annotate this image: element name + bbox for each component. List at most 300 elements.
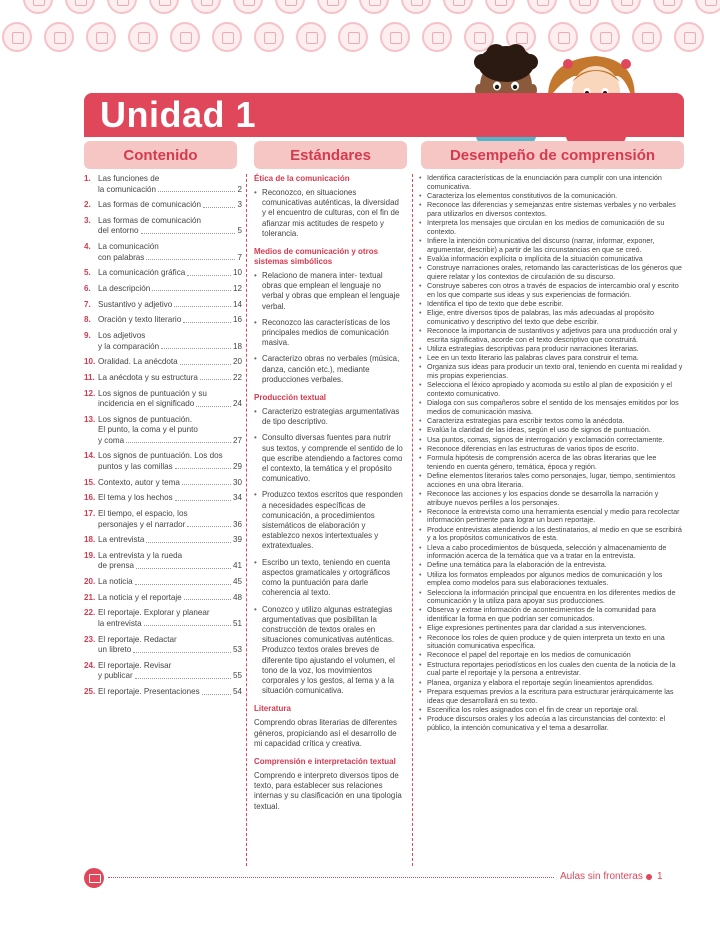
performance-item-text: Produce discursos orales y los adecúa a las circunstancias del contexto: el público, la intención comunicativa y el tema a desarrollar. bbox=[427, 714, 666, 732]
standards-list bbox=[254, 174, 404, 820]
contents-item-number: 21. bbox=[84, 592, 96, 602]
contents-item bbox=[84, 635, 242, 656]
leader-dots bbox=[174, 300, 231, 308]
bullet-icon: • bbox=[419, 524, 422, 534]
standards-item bbox=[254, 558, 404, 599]
performance-item bbox=[419, 679, 685, 688]
decorative-school-icon bbox=[653, 0, 683, 14]
leader-dots bbox=[141, 226, 236, 234]
performance-item bbox=[419, 363, 685, 380]
decorative-school-icon bbox=[170, 22, 200, 52]
decorative-school-icon bbox=[317, 0, 347, 14]
standards-item bbox=[254, 318, 404, 349]
contents-item-title: y coma bbox=[98, 435, 125, 445]
performance-item-text: Elige expresiones pertinentes para dar claridad a sus intervenciones. bbox=[427, 623, 647, 633]
contents-item-number: 13. bbox=[84, 414, 96, 424]
contents-item-number: 16. bbox=[84, 493, 96, 503]
performance-item bbox=[419, 454, 685, 471]
bullet-icon: • bbox=[419, 353, 422, 363]
bullet-icon: • bbox=[419, 200, 422, 210]
contents-item-page: 20 bbox=[232, 357, 242, 367]
bullet-icon: • bbox=[419, 280, 422, 290]
bullet-icon: • bbox=[419, 650, 422, 660]
contents-item-number: 6. bbox=[84, 283, 91, 293]
performance-item-text: Observa y extrae información de acontecimientos de la comunidad para identificar la forma en que podrían ser comunicados. bbox=[427, 605, 656, 624]
contents-item-page: 14 bbox=[232, 299, 242, 309]
decorative-school-icon bbox=[527, 0, 557, 14]
bullet-icon: • bbox=[419, 398, 422, 408]
contents-item-title: El reportaje. Redactar bbox=[98, 634, 177, 644]
bullet-icon: • bbox=[419, 235, 422, 245]
contents-item-page: 41 bbox=[232, 561, 242, 571]
bullet-icon: • bbox=[419, 362, 422, 372]
performance-item bbox=[419, 634, 685, 651]
leader-dots bbox=[175, 493, 231, 501]
performance-item-text: Escenifica los roles asignados con el fin de crear un reportaje oral. bbox=[427, 704, 639, 714]
performance-item bbox=[419, 715, 685, 732]
decorative-school-icon bbox=[191, 0, 221, 14]
contents-item bbox=[84, 216, 242, 237]
standards-item-text: Produzco textos escritos que responden a necesidades específicas de comunicación, a procedimientos sistemáticos de elaboración y establezco nexos intertextuales y extratextuales. bbox=[262, 490, 403, 551]
performance-item-text: Evalúa información explícita o implícita de la situación comunicativa bbox=[427, 253, 643, 263]
decorative-school-icon bbox=[380, 22, 410, 52]
bullet-icon: • bbox=[254, 490, 257, 500]
standards-section-heading: Literatura bbox=[254, 704, 291, 714]
leader-dots bbox=[200, 373, 231, 381]
performance-item bbox=[419, 472, 685, 489]
standards-section bbox=[254, 174, 404, 239]
contents-item-page: 53 bbox=[232, 645, 242, 655]
contents-item-page: 54 bbox=[232, 687, 242, 696]
decorative-school-icon bbox=[485, 0, 515, 14]
contents-item bbox=[84, 242, 242, 263]
performance-item-text: Elige, entre diversos tipos de palabras, las más adecuadas al propósito comunicativo y descriptivo del texto que debe escribir. bbox=[427, 308, 654, 326]
contents-item-title: Contexto, autor y tema bbox=[98, 477, 180, 487]
contents-item-page: 16 bbox=[232, 315, 242, 325]
decorative-school-icon bbox=[401, 0, 431, 14]
contents-item bbox=[84, 509, 242, 530]
bullet-icon: • bbox=[419, 380, 422, 390]
decorative-school-icon bbox=[128, 22, 158, 52]
performance-item bbox=[419, 264, 685, 281]
contents-item-number: 4. bbox=[84, 242, 91, 252]
contents-item bbox=[84, 593, 242, 604]
bullet-icon: • bbox=[254, 188, 257, 197]
contents-item-title: Las formas de comunicación bbox=[98, 215, 202, 225]
decorative-school-icon bbox=[569, 0, 599, 14]
contents-item bbox=[84, 284, 242, 295]
standards-section bbox=[254, 704, 404, 749]
contents-item bbox=[84, 451, 242, 472]
contents-item-title: y la comparación bbox=[98, 341, 160, 351]
bullet-icon: • bbox=[419, 542, 422, 552]
performance-item bbox=[419, 624, 685, 633]
performance-item-text: Interpreta los mensajes que circulan en los medios de comunicación de su contexto. bbox=[427, 218, 665, 236]
contents-item bbox=[84, 415, 242, 447]
standards-paragraph: Comprendo obras literarias de diferentes géneros, propiciando así el desarrollo de mi capacidad crítica y creativa. bbox=[254, 718, 397, 748]
performance-item-text: Infiere la intención comunicativa del discurso (narrar, informar, exponer, argumentar, describir) a partir de las circunstancias en que se creó. bbox=[427, 235, 655, 254]
bullet-icon: • bbox=[419, 686, 422, 696]
contents-item-title: un libreto bbox=[98, 645, 132, 655]
performance-item-text: Dialoga con sus compañeros sobre el sentido de los mensajes emitidos por los medios de comunicación masiva. bbox=[427, 398, 679, 416]
bullet-icon: • bbox=[419, 325, 422, 335]
decorative-school-icon bbox=[443, 0, 473, 14]
bullet-icon: • bbox=[254, 433, 257, 443]
performance-item bbox=[419, 661, 685, 678]
performance-item-text: Reconoce las diferencias y semejanzas entre sistemas verbales y no verbales para utilizarlos en diversos contextos. bbox=[427, 200, 676, 218]
performance-item bbox=[419, 571, 685, 588]
contents-item-page: 55 bbox=[232, 671, 242, 681]
contents-item-title: La descripción bbox=[98, 283, 151, 293]
leader-dots bbox=[135, 577, 231, 585]
performance-item-text: Planea, organiza y elabora el reportaje según lineamientos aprendidos. bbox=[427, 677, 654, 687]
leader-dots bbox=[182, 478, 231, 486]
contents-item-number: 22. bbox=[84, 608, 96, 618]
contents-item-page: 12 bbox=[232, 283, 242, 293]
bullet-icon: • bbox=[254, 604, 257, 614]
page-number: 1 bbox=[657, 871, 663, 882]
standards-item-text: Consulto diversas fuentes para nutrir sus textos, y comprende el sentido de lo que escribe atendiendo a factores como el contexto, la temática y el propósito comunicativo. bbox=[262, 433, 403, 484]
standards-item-text: Relaciono de manera inter- textual obras que emplean el lenguaje no verbal y obras que emplean el lenguaje verbal. bbox=[262, 271, 400, 311]
performance-item-text: Identifica el tipo de texto que debe escribir. bbox=[427, 298, 564, 308]
standards-item bbox=[254, 605, 404, 697]
performance-item-text: Selecciona la información principal que encuentra en los diferentes medios de comunicación y la utiliza para apoyar sus producciones. bbox=[427, 587, 676, 606]
contents-item-page: 30 bbox=[232, 477, 242, 487]
contents-item-title: con palabras bbox=[98, 252, 145, 262]
bullet-icon: • bbox=[419, 471, 422, 481]
performance-item-text: Lleva a cabo procedimientos de búsqueda, selección y almacenamiento de información acerca de la temática que va a tratar en la entrevista. bbox=[427, 542, 667, 561]
standards-item-text: Escribo un texto, teniendo en cuenta aspectos gramaticales y ortográficos como la puntuación para darle coherencia al texto. bbox=[262, 557, 391, 598]
performance-item bbox=[419, 399, 685, 416]
contents-item-title: La noticia y el reportaje bbox=[98, 592, 182, 602]
header-desempeno: Desempeño de comprensión bbox=[421, 141, 684, 169]
bullet-icon: • bbox=[419, 659, 422, 669]
standards-item bbox=[254, 271, 404, 312]
contents-item-number: 15. bbox=[84, 477, 96, 487]
leader-dots bbox=[175, 462, 231, 470]
performance-item bbox=[419, 544, 685, 561]
bullet-icon: • bbox=[419, 488, 422, 498]
contents-item-page: 34 bbox=[232, 493, 242, 503]
contents-item-title: El reportaje. Revisar bbox=[98, 660, 172, 670]
standards-item-text: Caracterizo estrategias argumentativas de tipo descriptivo. bbox=[262, 407, 400, 427]
contents-item-number: 3. bbox=[84, 215, 91, 225]
bullet-icon: • bbox=[419, 263, 422, 273]
bullet-icon: • bbox=[419, 443, 422, 453]
performance-item-text: Produce entrevistas atendiendo a los destinatarios, al medio en que se escribirá y a los propósitos comunicativos de esta. bbox=[427, 524, 682, 543]
leader-dots bbox=[187, 268, 231, 276]
contents-item-title: del entorno bbox=[98, 226, 139, 236]
decorative-school-icon bbox=[254, 22, 284, 52]
contents-item bbox=[84, 608, 242, 629]
bullet-icon: • bbox=[254, 271, 257, 281]
performance-item-text: Reconoce los roles de quien produce y de quien interpreta un texto en una situación comunicativa específica. bbox=[427, 632, 665, 651]
contents-item bbox=[84, 577, 242, 588]
column-divider bbox=[412, 174, 413, 866]
contents-item-page: 22 bbox=[232, 372, 242, 382]
bullet-icon: • bbox=[419, 623, 422, 633]
contents-item-title: Las funciones de bbox=[98, 174, 160, 183]
contents-item-title: La noticia bbox=[98, 577, 133, 587]
performance-item-text: Identifica características de la enunciación para cumplir con una intención comunicativa. bbox=[427, 173, 662, 191]
footer-dotted-line bbox=[108, 877, 554, 878]
bullet-icon: • bbox=[254, 407, 257, 417]
contents-item-title: la entrevista bbox=[98, 618, 142, 628]
standards-item-text: Reconozco, en situaciones comunicativas auténticas, la diversidad y el encuentro de culturas, con el fin de afianzar mis actitudes de respeto y tolerancia. bbox=[262, 188, 400, 238]
contents-item-number: 14. bbox=[84, 451, 96, 461]
contents-item-page: 45 bbox=[232, 577, 242, 587]
standards-item-text: Conozco y utilizo algunas estrategias argumentativas que posibilitan la construcción de textos orales en situaciones comunicativas auténticas. Produzco textos orales breves de diferente tipo ajustando el volumen, el tono de la voz, los movimientos corporales y los gestos, al tema y a la situación comunicativa. bbox=[262, 604, 395, 696]
contents-item-title: y publicar bbox=[98, 671, 133, 681]
standards-item bbox=[254, 354, 404, 385]
contents-item bbox=[84, 300, 242, 311]
bullet-icon: • bbox=[254, 557, 257, 567]
standards-paragraph: Comprendo e interpreto diversos tipos de texto, para establecer sus relaciones internas y su clasificación en una tipología textual. bbox=[254, 770, 402, 811]
contents-item-title: incidencia en el significado bbox=[98, 399, 195, 409]
performance-item-text: Construye saberes con otros a través de espacios de intercambio oral y escrito en los que comparte sus ideas y sus experiencias de formación. bbox=[427, 280, 679, 299]
standards-section bbox=[254, 247, 404, 385]
contents-item bbox=[84, 478, 242, 489]
bullet-icon: • bbox=[419, 632, 422, 642]
contents-item bbox=[84, 315, 242, 326]
performance-item bbox=[419, 526, 685, 543]
contents-item-page: 51 bbox=[232, 618, 242, 628]
performance-item-text: Lee en un texto literario las palabras claves para construir el tema. bbox=[427, 353, 639, 363]
decorative-school-icon bbox=[695, 0, 720, 14]
leader-dots bbox=[146, 535, 231, 543]
bullet-icon: • bbox=[419, 416, 422, 426]
contents-item-title: Los signos de puntuación. bbox=[98, 414, 193, 424]
publisher-logo-icon bbox=[84, 868, 104, 888]
contents-item-title: puntos y las comillas bbox=[98, 461, 173, 471]
unit-title-banner bbox=[84, 93, 684, 137]
contents-item bbox=[84, 493, 242, 504]
decorative-school-icon bbox=[275, 0, 305, 14]
leader-dots bbox=[183, 315, 231, 323]
header-contenido: Contenido bbox=[84, 141, 237, 169]
decorative-school-icon bbox=[611, 0, 641, 14]
leader-dots bbox=[203, 200, 235, 208]
decorative-school-icon bbox=[212, 22, 242, 52]
bullet-icon: • bbox=[419, 298, 422, 308]
contents-item bbox=[84, 687, 242, 698]
contents-item-number: 9. bbox=[84, 331, 91, 340]
contents-item-title: de prensa bbox=[98, 561, 134, 571]
performance-item-text: Evalúa la claridad de las ideas, según el uso de signos de puntuación. bbox=[427, 425, 651, 435]
leader-dots bbox=[184, 593, 231, 601]
decorative-school-icon bbox=[296, 22, 326, 52]
contents-item-number: 20. bbox=[84, 577, 96, 587]
bullet-icon: • bbox=[419, 560, 422, 570]
contents-item-number: 19. bbox=[84, 550, 96, 560]
decorative-school-icon bbox=[674, 22, 704, 52]
contents-item-title: El reportaje. Presentaciones bbox=[98, 687, 200, 696]
decorative-school-icon bbox=[2, 22, 32, 52]
contents-item-title: La comunicación bbox=[98, 242, 159, 252]
performance-item bbox=[419, 327, 685, 344]
performance-item-text: Construye narraciones orales, retomando las características de los géneros que quiere relatar y los contextos de circulación de su discurso. bbox=[427, 263, 682, 281]
leader-dots bbox=[187, 520, 231, 528]
bullet-icon: • bbox=[419, 605, 422, 615]
bullet-icon: • bbox=[419, 453, 422, 463]
standards-section-heading: Comprensión e interpretación textual bbox=[254, 756, 396, 766]
leader-dots bbox=[133, 645, 231, 653]
contents-item-page: 18 bbox=[232, 341, 242, 351]
footer-bullet-icon bbox=[646, 874, 652, 880]
contents-item-title: La entrevista bbox=[98, 535, 145, 545]
header-estandares: Estándares bbox=[254, 141, 407, 169]
bullet-icon: • bbox=[419, 425, 422, 435]
performance-item bbox=[419, 381, 685, 398]
performance-item-text: Formula hipótesis de comprensión acerca de las obras literarias que lee teniendo en cuenta género, temática, época y región. bbox=[427, 453, 657, 471]
contents-item bbox=[84, 268, 242, 279]
leader-dots bbox=[144, 619, 231, 627]
performance-item bbox=[419, 651, 685, 660]
performance-item bbox=[419, 309, 685, 326]
standards-item-text: Caracterizo obras no verbales (música, danza, canción etc.), mediante producciones verbales. bbox=[262, 354, 400, 384]
contents-item-title: Oralidad. La anécdota bbox=[98, 357, 178, 367]
bullet-icon: • bbox=[419, 253, 422, 263]
contents-item-page: 3 bbox=[237, 200, 242, 210]
decorative-school-icon bbox=[86, 22, 116, 52]
decorative-school-icon bbox=[44, 22, 74, 52]
contents-item-title: Los signos de puntuación. Los dos bbox=[98, 451, 223, 461]
contents-item-number: 24. bbox=[84, 660, 96, 670]
leader-dots bbox=[126, 436, 231, 444]
contents-item bbox=[84, 551, 242, 572]
standards-section-heading: Medios de comunicación y otros sistemas simbólicos bbox=[254, 247, 379, 267]
performance-list bbox=[419, 174, 685, 733]
standards-section bbox=[254, 393, 404, 696]
leader-dots bbox=[135, 671, 231, 679]
standards-item bbox=[254, 490, 404, 551]
performance-item-text: Estructura reportajes periodísticos en los cuales den cuenta de la noticia de la cual parte el reportaje y la persona a entrevistar. bbox=[427, 659, 676, 678]
bullet-icon: • bbox=[419, 218, 422, 228]
contents-item-number: 8. bbox=[84, 315, 91, 325]
contents-item-title: El tiempo, el espacio, los bbox=[98, 509, 188, 518]
bullet-icon: • bbox=[419, 173, 422, 182]
decorative-school-icon bbox=[233, 0, 263, 14]
contents-item-title: La comunicación gráfica bbox=[98, 268, 186, 278]
bullet-icon: • bbox=[419, 677, 422, 687]
decorative-school-icon bbox=[23, 0, 53, 14]
performance-item-text: Reconoce diferencias en las estructuras de varios tipos de escrito. bbox=[427, 443, 639, 453]
standards-section-heading: Ética de la comunicación bbox=[254, 174, 350, 183]
performance-item bbox=[419, 688, 685, 705]
contents-item-title: El punto, la coma y el punto bbox=[98, 425, 198, 435]
leader-dots bbox=[158, 185, 235, 193]
performance-item-text: Define elementos literarios tales como personajes, lugar, tiempo, sentimientos acciones en una obra literaria. bbox=[427, 471, 676, 489]
performance-item bbox=[419, 436, 685, 445]
bullet-icon: • bbox=[419, 714, 422, 724]
contents-item-title: El reportaje. Explorar y planear bbox=[98, 608, 210, 618]
leader-dots bbox=[161, 342, 231, 350]
contents-item-page: 29 bbox=[232, 461, 242, 471]
contents-item-title: la comunicación bbox=[98, 184, 157, 194]
contents-item-title: Oración y texto literario bbox=[98, 315, 182, 325]
contents-item-page: 36 bbox=[232, 519, 242, 529]
contents-list bbox=[84, 174, 242, 703]
performance-item bbox=[419, 174, 685, 191]
performance-item-text: Caracteriza estrategias para escribir textos como la anécdota. bbox=[427, 416, 625, 426]
decorative-school-icon bbox=[65, 0, 95, 14]
performance-item-text: Reconoce el papel del reportaje en los medios de comunicación bbox=[427, 650, 631, 660]
leader-dots bbox=[180, 357, 231, 365]
bullet-icon: • bbox=[419, 704, 422, 714]
standards-section bbox=[254, 757, 404, 812]
contents-item bbox=[84, 331, 242, 352]
performance-item-text: Reconoce las acciones y los espacios donde se desarrolla la narración y atribuye nuevos perfiles a los personajes. bbox=[427, 488, 659, 507]
contents-item-number: 18. bbox=[84, 535, 96, 545]
performance-item-text: Utiliza estrategias descriptivas para producir narraciones literarias. bbox=[427, 343, 639, 353]
bullet-icon: • bbox=[419, 343, 422, 353]
bullet-icon: • bbox=[419, 506, 422, 516]
performance-item-text: Caracteriza los elementos constitutivos de la comunicación. bbox=[427, 190, 618, 200]
contents-item-number: 11. bbox=[84, 372, 95, 382]
leader-dots bbox=[136, 561, 231, 569]
contents-item bbox=[84, 357, 242, 368]
standards-item bbox=[254, 433, 404, 484]
contents-item bbox=[84, 373, 242, 384]
standards-item bbox=[254, 407, 404, 427]
contents-item-page: 24 bbox=[232, 399, 242, 409]
standards-item-text: Reconozco las características de los principales medios de comunicación masiva. bbox=[262, 317, 391, 348]
contents-item-number: 2. bbox=[84, 200, 91, 210]
contents-item-number: 23. bbox=[84, 634, 96, 644]
performance-item bbox=[419, 219, 685, 236]
decorative-school-icon bbox=[149, 0, 179, 14]
contents-item-title: Los adjetivos bbox=[98, 331, 146, 340]
contents-item-page: 48 bbox=[232, 592, 242, 602]
bullet-icon: • bbox=[254, 317, 257, 327]
contents-item-title: La anécdota y su estructura bbox=[98, 372, 198, 382]
contents-item-page: 39 bbox=[232, 535, 242, 545]
contents-item-page: 7 bbox=[237, 252, 242, 262]
contents-item bbox=[84, 174, 242, 195]
leader-dots bbox=[196, 399, 231, 407]
contents-item bbox=[84, 661, 242, 682]
bullet-icon: • bbox=[254, 354, 257, 364]
performance-item-text: Selecciona el léxico apropiado y acomoda su estilo al plan de exposición y el contexto comunicativo. bbox=[427, 380, 672, 398]
bullet-icon: • bbox=[419, 434, 422, 444]
contents-item-title: Las formas de comunicación bbox=[98, 200, 202, 210]
decorative-school-icon bbox=[338, 22, 368, 52]
performance-item bbox=[419, 237, 685, 254]
performance-item bbox=[419, 490, 685, 507]
contents-item-page: 27 bbox=[232, 435, 242, 445]
contents-item-number: 10. bbox=[84, 357, 96, 367]
performance-item-text: Prepara esquemas previos a la escritura para estructurar jerárquicamente las ideas que desarrollará en su texto. bbox=[427, 686, 674, 705]
standards-item bbox=[254, 188, 404, 239]
leader-dots bbox=[146, 253, 235, 261]
contents-item-title: Los signos de puntuación y su bbox=[98, 388, 207, 398]
contents-item-title: El tema y los hechos bbox=[98, 493, 173, 503]
contents-item-number: 17. bbox=[84, 509, 96, 518]
bullet-icon: • bbox=[419, 569, 422, 579]
contents-item-title: personajes y el narrador bbox=[98, 519, 186, 529]
standards-section-heading: Producción textual bbox=[254, 393, 327, 403]
contents-item-number: 7. bbox=[84, 299, 91, 309]
performance-item-text: Organiza sus ideas para producir un texto oral, teniendo en cuenta mi realidad y mis propias experiencias. bbox=[427, 362, 683, 380]
column-divider bbox=[246, 174, 247, 866]
performance-item-text: Define una temática para la elaboración de la entrevista. bbox=[427, 560, 607, 570]
performance-item-text: Reconoce la importancia de sustantivos y adjetivos para una producción oral y escrita significativa, acorde con el texto descriptivo que construirá. bbox=[427, 325, 678, 344]
contents-item-number: 1. bbox=[84, 174, 91, 183]
contents-item bbox=[84, 535, 242, 546]
unit-title: Unidad 1 bbox=[100, 94, 257, 135]
decorative-school-icon bbox=[107, 0, 137, 14]
performance-item bbox=[419, 282, 685, 299]
